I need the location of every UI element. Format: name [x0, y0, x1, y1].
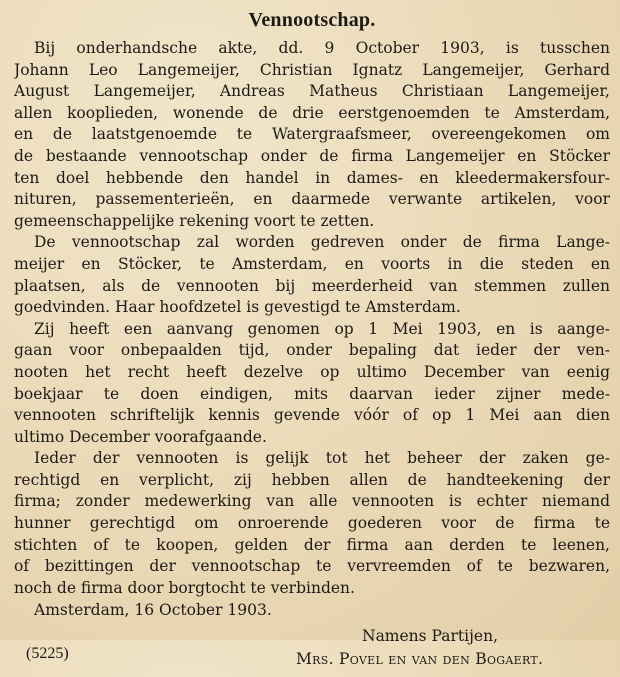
paragraph	[14, 448, 610, 599]
text-line: Ieder der vennooten is gelijk tot het beheer der zaken ge-	[34, 449, 610, 468]
text-line: ultimo December voorafgaande.	[14, 427, 267, 446]
paragraph	[14, 38, 610, 232]
text-line: firma; zonder medewerking van alle vennooten is echter niemand	[14, 492, 610, 511]
text-line: Johann Leo Langemeijer, Christian Ignatz Langemeijer, Gerhard	[14, 60, 610, 79]
text-line: goedvinden. Haar hoofdzetel is gevestigd te Amsterdam.	[14, 298, 461, 317]
text-line: meijer en Stöcker, te Amsterdam, en voorts in die steden en	[14, 254, 610, 273]
dateline: Amsterdam, 16 October 1903.	[34, 601, 272, 620]
article-title: Vennootschap.	[248, 9, 376, 31]
text-line: nooten het recht heeft dezelve op ultimo December van eenig	[14, 362, 610, 381]
text-line: De vennootschap zal worden gedreven onder de firma Lange-	[34, 233, 610, 252]
text-line: gemeenschappelijke rekening voort te zetten.	[14, 211, 375, 230]
text-line: of bezittingen der vennootschap te vervreemden of te bezwaren,	[14, 557, 610, 576]
text-line: hunner gerechtigd om onroerende goederen voor de firma te	[14, 514, 610, 533]
text-line: noch de firma door borgtocht te verbinden.	[14, 578, 355, 597]
text-line: nituren, passementerieën, en daarmede verwante artikelen, voor	[14, 190, 610, 209]
text-line: de bestaande vennootschap onder de firma Langemeijer en Stöcker	[14, 146, 610, 165]
text-line: rechtigd en verplicht, zij hebben allen de handteekening der	[14, 470, 610, 489]
text-line: Zij heeft een aanvang genomen op 1 Mei 1903, en is aange-	[34, 319, 610, 338]
text-line: stichten of te koopen, gelden der firma aan derden te leenen,	[14, 535, 610, 554]
on-behalf-of: Namens Partijen,	[362, 627, 498, 646]
text-line: allen kooplieden, wonende de drie eerstgenoemden te Amsterdam,	[14, 103, 610, 122]
text-line: Bij onderhandsche akte, dd. 9 October 1903, is tusschen	[34, 39, 610, 57]
article-body	[14, 38, 610, 599]
signature-block	[14, 621, 610, 677]
text-line: gaan voor onbepaalden tijd, onder bepaling dat ieder der ven-	[14, 341, 610, 360]
text-line: vennooten schriftelijk kennis gevende vóór of op 1 Mei aan dien	[14, 406, 610, 425]
text-line: August Langemeijer, Andreas Matheus Christiaan Langemeijer,	[14, 82, 610, 101]
text-line: en de laatstgenoemde te Watergraafsmeer, overeengekomen om	[14, 125, 610, 144]
reference-number: (5225)	[26, 645, 69, 663]
text-line: boekjaar te doen eindigen, mits daarvan ieder zijner mede-	[14, 384, 610, 403]
text-line: plaatsen, als de vennooten bij meerderheid van stemmen zullen	[14, 276, 610, 295]
paragraph	[14, 232, 610, 318]
signatory-name: Mrs. Povel en van den Bogaert.	[296, 650, 544, 669]
paragraph	[14, 319, 610, 449]
text-line: ten doel hebbende den handel in dames- en kleedermakersfour-	[14, 168, 610, 187]
